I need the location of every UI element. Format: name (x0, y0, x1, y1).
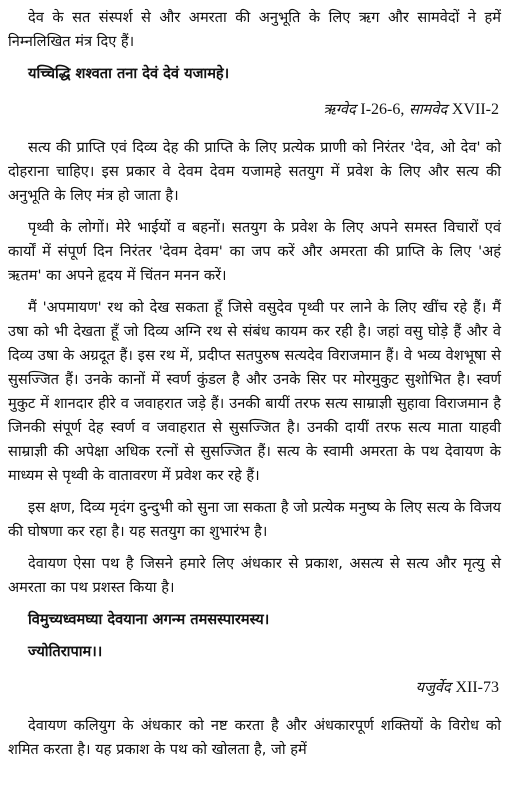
reference-number: I-26-6, (360, 101, 405, 118)
reference-number: XII-73 (455, 679, 499, 696)
paragraph-kaliyuga: देवायण कलियुग के अंधकार को नष्ट करता है और अंधकारपूर्ण शक्तियों के विरोध को शमित करता है। यह प्रकाश के पथ को खोलता है, जो हमें (8, 717, 501, 758)
reference-yajurveda (8, 676, 501, 700)
mantra-yajurveda-line2: ज्योतिरापाम।। (28, 643, 103, 660)
reference-source: ऋग्वेद (323, 101, 356, 118)
paragraph-earth-people: पृथ्वी के लोगों। मेरे भाईयों व बहनों। सतयुग के प्रवेश के लिए अपने समस्त विचारों एवं कार्यों में संपूर्ण दिन निरंतर 'देवम देवम' का जप करें और अमरता की प्राप्ति के लिए 'अहं ऋतम' का अपने हृदय में चिंतन मनन करें। (8, 219, 501, 284)
paragraph-intro: देव के सत संस्पर्श से और अमरता की अनुभूति के लिए ऋग और सामवेदों ने हमें निम्नलिखित मंत्र दिए हैं। (8, 9, 501, 50)
paragraph-drum: इस क्षण, दिव्य मृदंग दुन्दुभी को सुना जा सकता है जो प्रत्येक मनुष्य के लिए सत्य के विजय की घोषणा कर रहा है। यह सतयुग का शुभारंभ है। (8, 499, 501, 540)
reference-source: यजुर्वेद (415, 679, 451, 696)
reference-rigveda-samaveda (8, 98, 501, 122)
reference-source: सामवेद (409, 101, 448, 118)
mantra-yajurveda-line1: विमुच्यध्वमघ्या देवयाना अगन्म तमसस्पारमस्य। (28, 611, 270, 628)
paragraph-truth: सत्य की प्राप्ति एवं दिव्य देह की प्राप्ति के लिए प्रत्येक प्राणी को निरंतर 'देव, ओ देव' को दोहराना चाहिए। इस प्रकार वे देवम देवम यजामहे सतयुग में प्रवेश के लिए और सत्य की अनुभूति के लिए मंत्र हो जाता है। (8, 139, 501, 204)
paragraph-chariot: मैं 'अपमायण' रथ को देख सकता हूँ जिसे वसुदेव पृथ्वी पर लाने के लिए खींच रहे हैं। मैं उषा को भी देखता हूँ जो दिव्य अग्नि रथ से संबंध कायम कर रही है। जहां वसु घोड़े हैं और वे दिव्य उषा के अग्रदूत हैं। इस रथ में, प्रदीप्त सतपुरुष सत्यदेव विराजमान हैं। वे भव्य वेशभूषा से सुसज्जित हैं। उनके कानों में स्वर्ण कुंडल है और उनके सिर पर मोरमुकुट सुशोभित है। स्वर्ण मुकुट में शानदार हीरे व जवाहरात जड़े हैं। उनकी बायीं तरफ सत्य साम्राज्ञी सुहावा विराजमान है जिनकी संपूर्ण देह स्वर्ण व जवाहरात से सुसज्जित है। उनकी दायीं तरफ सत्य माता याहवी साम्राज्ञी की अपेक्षा अधिक रत्नों से सुसज्जित हैं। सत्य के स्वामी अमरता के पथ देवायण के माध्यम से पृथ्वी के वातावरण में प्रवेश कर रहे हैं। (8, 299, 501, 484)
reference-number: XVII-2 (451, 101, 499, 118)
mantra-rigveda: यच्चिद्धि शश्वता तना देवं देवं यजामहे। (28, 65, 230, 82)
paragraph-devayan-path: देवायण ऐसा पथ है जिसने हमारे लिए अंधकार से प्रकाश, असत्य से सत्य और मृत्यु से अमरता का पथ प्रशस्त किया है। (8, 555, 501, 596)
